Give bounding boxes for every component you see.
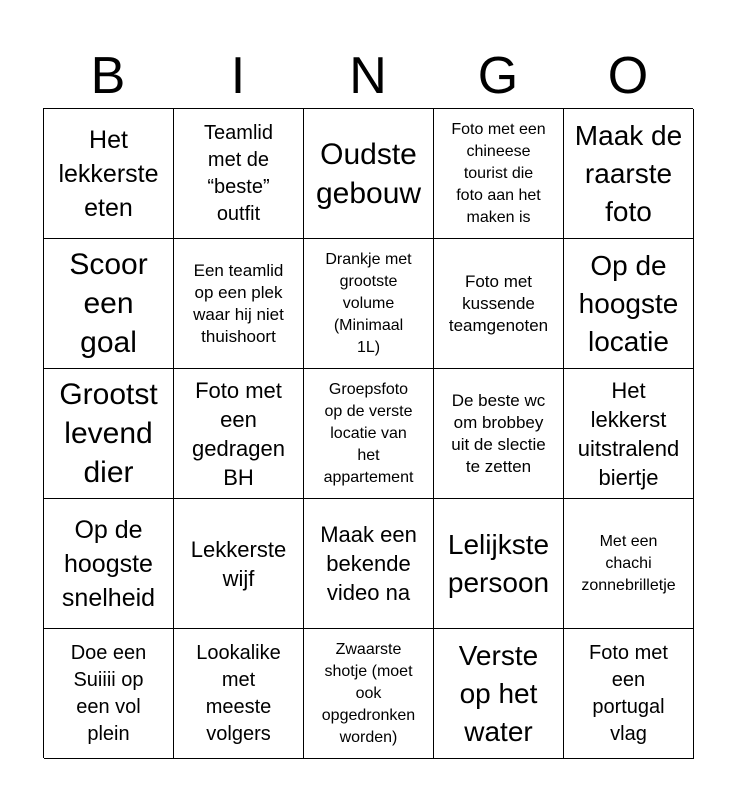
cell-text: Foto met kussende teamgenoten <box>448 271 549 335</box>
header-letter-n: N <box>349 47 387 105</box>
bingo-cell[interactable] <box>174 109 304 239</box>
cell-text: Zwaarste shotje (moet ook opgedronken worden) <box>321 640 416 746</box>
bingo-cell[interactable] <box>434 369 564 499</box>
cell-text: Foto met een gedragen BH <box>192 377 285 490</box>
bingo-cell[interactable] <box>174 629 304 759</box>
cell-text: Lookalike met meeste volgers <box>196 641 281 745</box>
bingo-header <box>43 44 693 108</box>
bingo-cell[interactable] <box>434 629 564 759</box>
bingo-cell[interactable] <box>44 109 174 239</box>
bingo-cell[interactable] <box>434 109 564 239</box>
header-letter-i: I <box>230 47 246 105</box>
header-letter-o: O <box>607 47 649 105</box>
cell-text: Op de hoogste locatie <box>578 249 679 357</box>
cell-text: Het lekkerst uitstralend biertje <box>577 377 680 490</box>
bingo-cell[interactable] <box>304 369 434 499</box>
cell-text: Het lekkerste eten <box>58 125 159 222</box>
cell-text: Een teamlid op een plek waar hij niet thuishoort <box>193 260 284 346</box>
bingo-cell[interactable] <box>564 629 694 759</box>
cell-text: Lekkerste wijf <box>190 536 287 591</box>
cell-text: Op de hoogste snelheid <box>61 515 156 612</box>
cell-text: Grootst levend dier <box>59 378 158 489</box>
bingo-cell[interactable] <box>564 239 694 369</box>
cell-text: Foto met een chineese tourist die foto aan het maken is <box>451 120 546 226</box>
cell-text: Maak de raarste foto <box>574 119 683 227</box>
bingo-cell[interactable] <box>304 239 434 369</box>
bingo-cell[interactable] <box>304 499 434 629</box>
bingo-cell[interactable] <box>304 109 434 239</box>
bingo-cell[interactable] <box>44 499 174 629</box>
bingo-grid <box>43 108 693 758</box>
cell-text: Drankje met grootste volume (Minimaal 1L) <box>325 250 412 356</box>
bingo-cell[interactable] <box>174 499 304 629</box>
cell-text: Scoor een goal <box>69 248 148 359</box>
header-letter-g: G <box>477 47 519 105</box>
bingo-cell[interactable] <box>174 239 304 369</box>
bingo-cell[interactable] <box>174 369 304 499</box>
bingo-cell[interactable] <box>304 629 434 759</box>
bingo-cell[interactable] <box>44 239 174 369</box>
bingo-cell[interactable] <box>434 239 564 369</box>
bingo-cell[interactable] <box>44 369 174 499</box>
cell-text: Verste op het water <box>458 639 539 747</box>
cell-text: De beste wc om brobbey uit de slectie te zetten <box>451 390 546 476</box>
header-letter-b: B <box>90 47 126 105</box>
bingo-cell[interactable] <box>434 499 564 629</box>
bingo-cell[interactable] <box>564 499 694 629</box>
cell-text: Doe een Suiiii op een vol plein <box>70 641 147 745</box>
bingo-cell[interactable] <box>44 629 174 759</box>
cell-text: Met een chachi zonnebrilletje <box>581 532 676 594</box>
bingo-cell[interactable] <box>564 369 694 499</box>
cell-text: Lelijkste persoon <box>447 528 550 598</box>
cell-text: Oudste gebouw <box>315 137 422 210</box>
cell-text: Teamlid met de “beste” outfit <box>204 121 273 225</box>
cell-text: Groepsfoto op de verste locatie van het appartement <box>323 380 414 486</box>
bingo-cell[interactable] <box>564 109 694 239</box>
cell-text: Maak een bekende video na <box>320 522 417 605</box>
cell-text: Foto met een portugal vlag <box>589 641 668 745</box>
